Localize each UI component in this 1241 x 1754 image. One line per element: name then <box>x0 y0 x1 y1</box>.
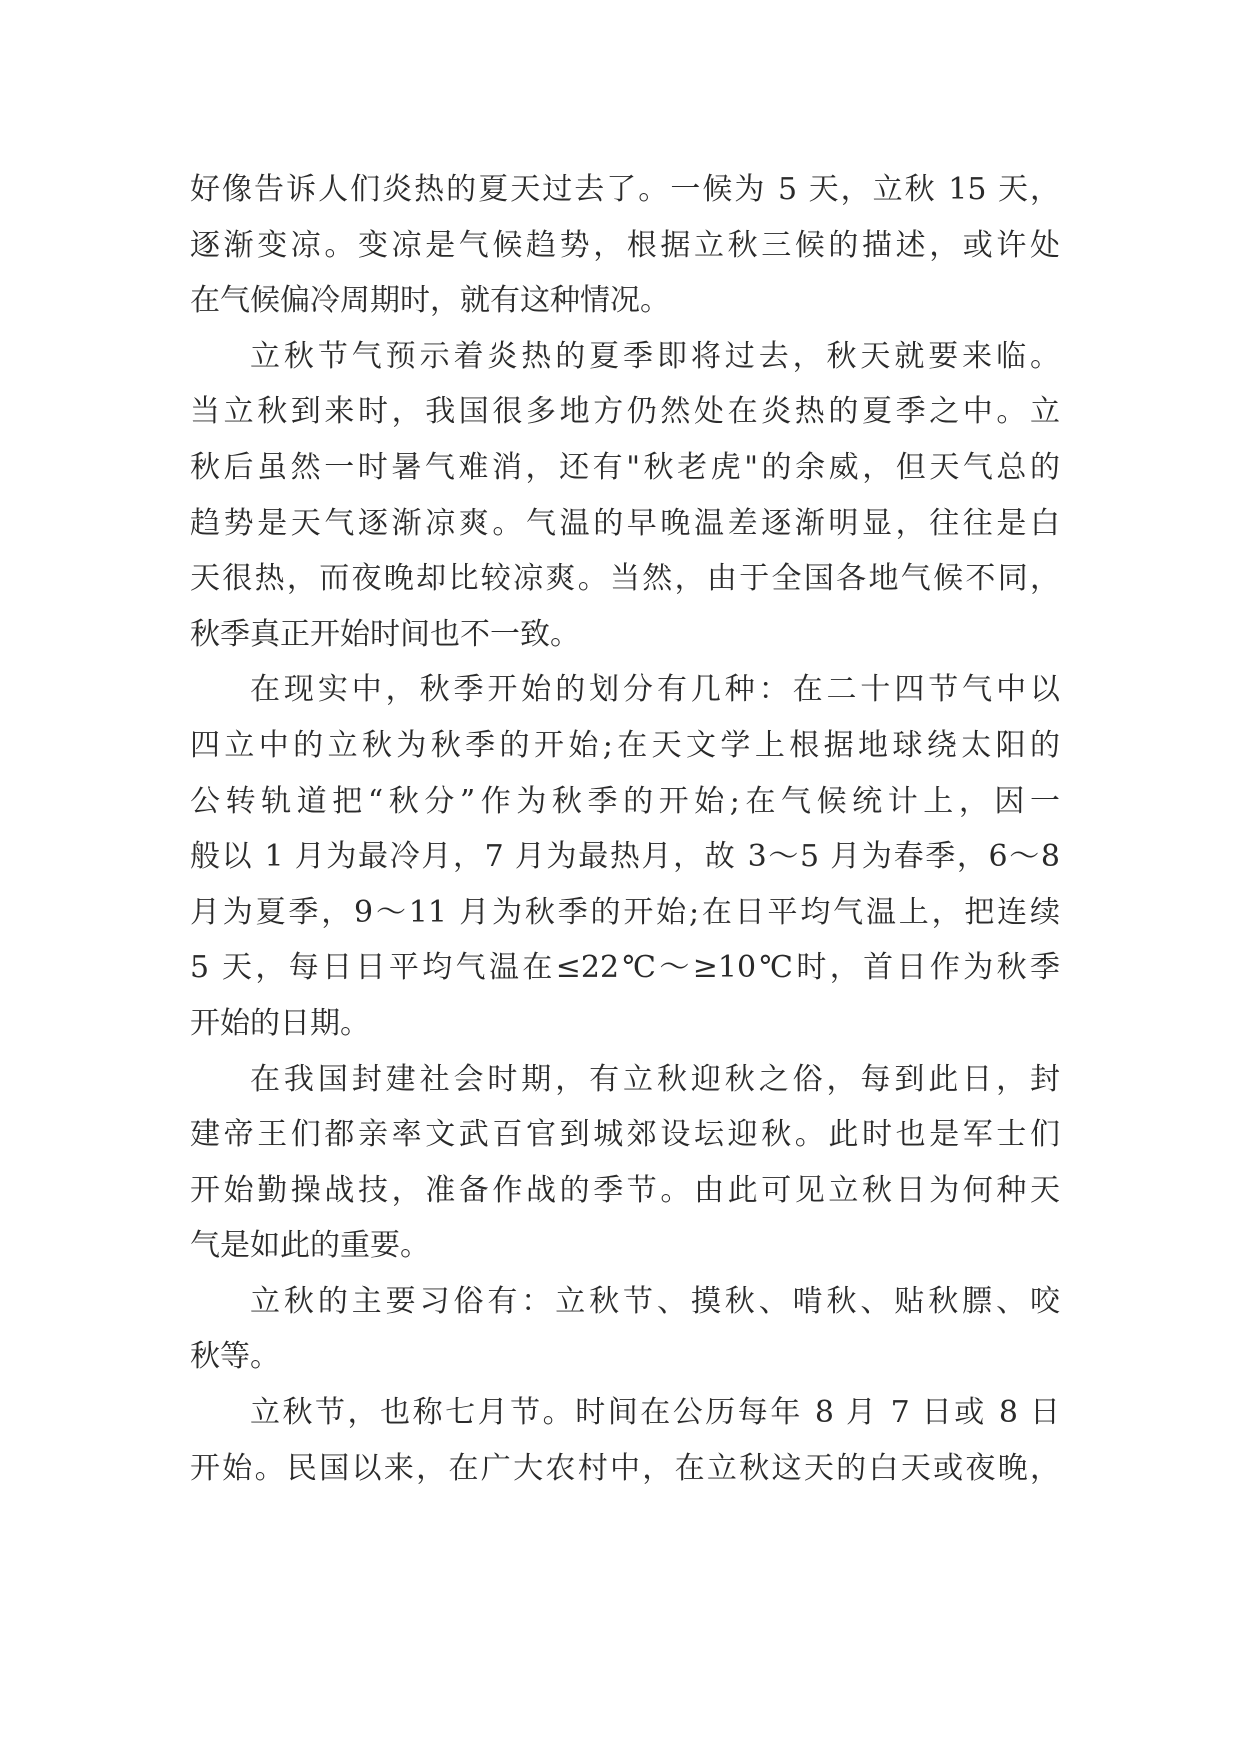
text-line: 开始的日期。 <box>190 1005 370 1041</box>
text-line: 秋季真正开始时间也不一致。 <box>190 616 580 652</box>
text-line: 逐渐变凉。变凉是气候趋势，根据立秋三候的描述，或许处 <box>190 227 1060 263</box>
paragraph-6 <box>190 1385 1060 1496</box>
text-line: 5 天，每日日平均气温在≤22℃～≥10℃时，首日作为秋季 <box>190 950 1060 986</box>
text-line: 气是如此的重要。 <box>190 1228 430 1264</box>
text-line: 开始。民国以来，在广大农村中，在立秋这天的白天或夜晚， <box>190 1450 1060 1486</box>
text-line: 好像告诉人们炎热的夏天过去了。一候为 5 天，立秋 15 天， <box>190 172 1060 207</box>
paragraph-4 <box>190 1052 1060 1274</box>
text-line: 在气候偏冷周期时，就有这种情况。 <box>190 283 670 319</box>
text-line: 立秋的主要习俗有：立秋节、摸秋、啃秋、贴秋膘、咬 <box>250 1283 1060 1319</box>
text-line: 建帝王们都亲率文武百官到城郊设坛迎秋。此时也是军士们 <box>190 1117 1060 1153</box>
text-line: 在现实中，秋季开始的划分有几种：在二十四节气中以 <box>250 672 1060 708</box>
paragraph-2 <box>190 329 1060 663</box>
text-line: 立秋节，也称七月节。时间在公历每年 8 月 7 日或 8 日 <box>250 1395 1060 1431</box>
text-line: 公转轨道把“秋分”作为秋季的开始;在气候统计上，因一 <box>190 783 1060 819</box>
text-line: 月为夏季，9～11 月为秋季的开始;在日平均气温上，把连续 <box>190 894 1060 930</box>
text-line: 趋势是天气逐渐凉爽。气温的早晚温差逐渐明显，往往是白 <box>190 505 1060 541</box>
text-line: 四立中的立秋为秋季的开始;在天文学上根据地球绕太阳的 <box>190 727 1060 763</box>
text-line: 在我国封建社会时期，有立秋迎秋之俗，每到此日，封 <box>250 1061 1060 1097</box>
document-body <box>190 162 1060 1496</box>
text-line: 般以 1 月为最冷月，7 月为最热月，故 3～5 月为春季，6～8 <box>190 839 1060 875</box>
text-line: 开始勤操战技，准备作战的季节。由此可见立秋日为何种天 <box>190 1172 1060 1208</box>
text-line: 秋后虽然一时暑气难消，还有"秋老虎"的余威，但天气总的 <box>190 449 1060 485</box>
paragraph-1 <box>190 162 1060 329</box>
text-line: 秋等。 <box>190 1339 280 1375</box>
text-line: 立秋节气预示着炎热的夏季即将过去，秋天就要来临。 <box>250 338 1060 374</box>
text-line: 天很热，而夜晚却比较凉爽。当然，由于全国各地气候不同， <box>190 561 1060 597</box>
paragraph-5 <box>190 1274 1060 1385</box>
text-line: 当立秋到来时，我国很多地方仍然处在炎热的夏季之中。立 <box>190 394 1060 430</box>
paragraph-3 <box>190 662 1060 1051</box>
